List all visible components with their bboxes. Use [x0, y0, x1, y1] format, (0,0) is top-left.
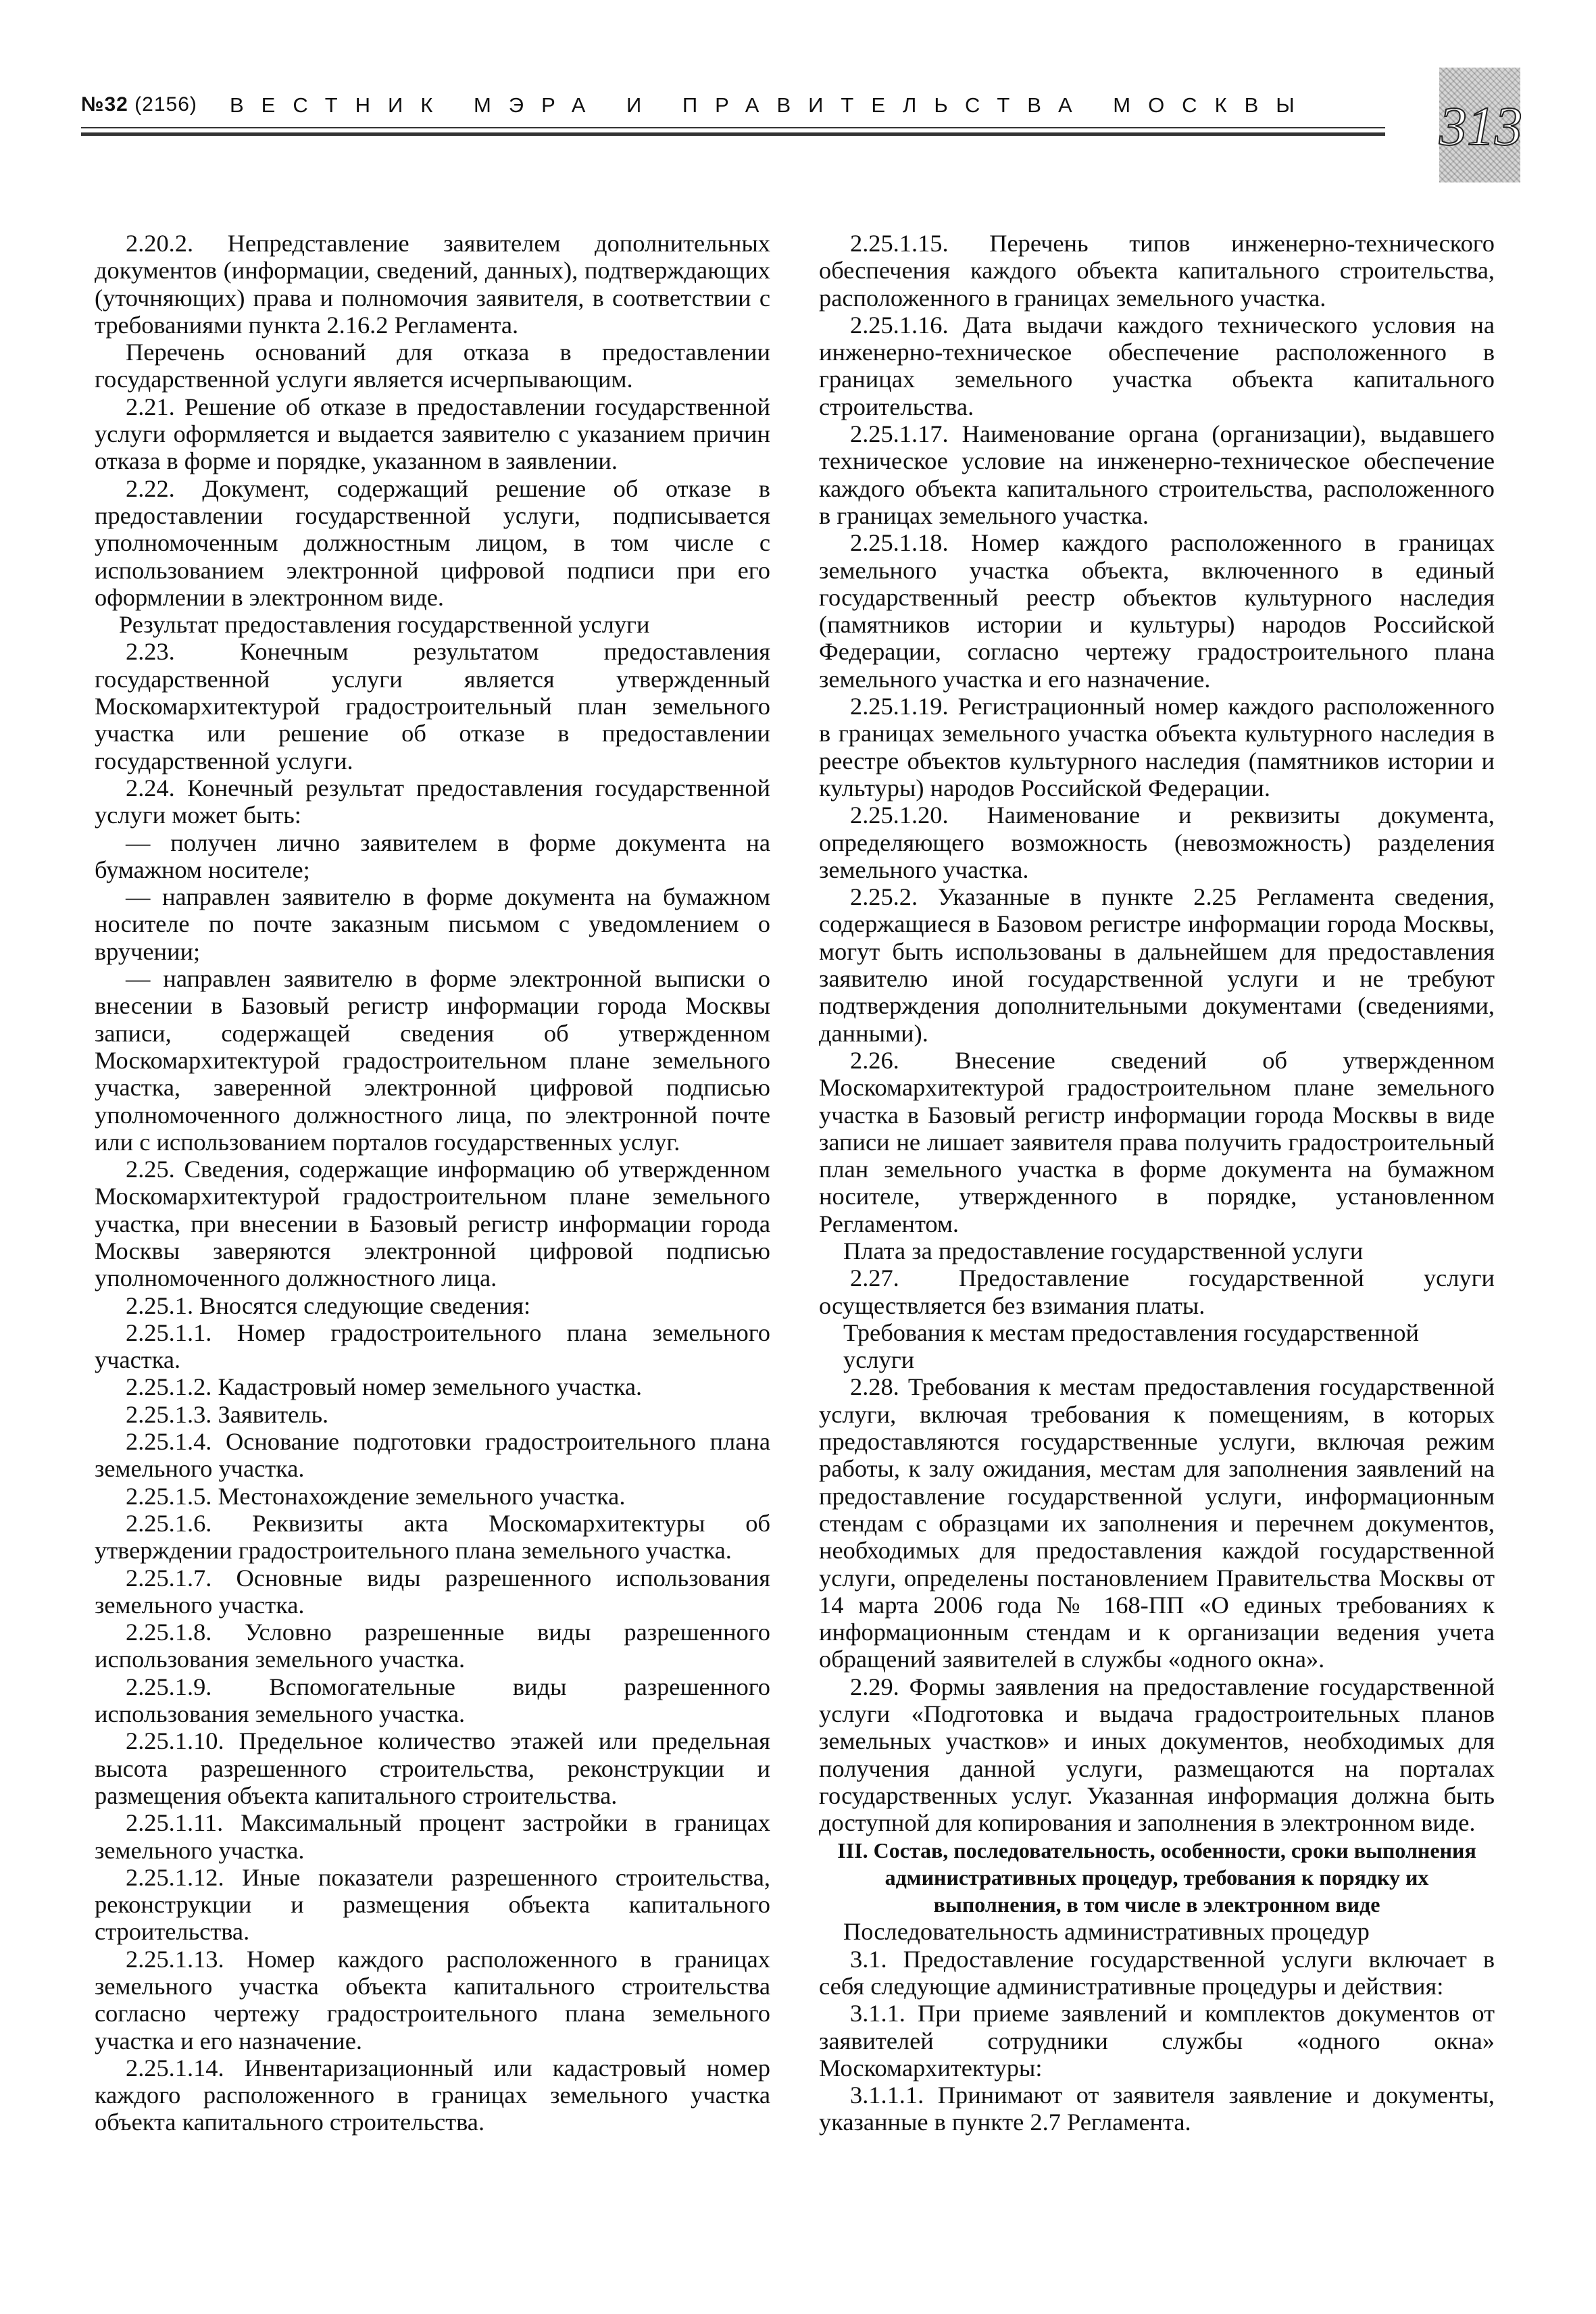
issue-label — [81, 93, 197, 116]
paragraph: 2.22. Документ, содержащий решение об отказе в предоставлении государственной услуги, подписывается уполномоченным должностным лицом, в том числе с использованием электронной цифровой подписи при его оформлении в электронном виде. — [95, 474, 770, 611]
paragraph: — направлен заявителю в форме документа на бумажном носителе по почте заказным письмом с уведомлением о вручении; — [95, 883, 770, 965]
paragraph: 2.25. Сведения, содержащие информацию об утвержденном Москомархитектурой градостроительном плане земельного участка, при внесении в Базовый регистр информации города Москвы заверяются электронной цифровой подписью уполномоченного должностного лица. — [95, 1156, 770, 1292]
journal-title: ВЕСТНИК МЭРА И ПРАВИТЕЛЬСТВА МОСКВЫ — [230, 93, 1312, 117]
paragraph: 2.25.1.19. Регистрационный номер каждого расположенного в границах земельного участка объекта культурного наследия в реестре объектов культурного наследия (памятников истории и культуры) народов Российской Федерации. — [819, 693, 1495, 802]
page-number: 313 — [1439, 95, 1522, 157]
subheading: Результат предоставления государственной услуги — [119, 611, 650, 639]
paragraph: 2.28. Требования к местам предоставления государственной услуги, включая требования к помещениям, в которых предоставляются государственные услуги, включая режим работы, к залу ожидания, местам для заполнения заявлений на предоставление государственной услуги, информационным стендам с образцами их заполнения и перечнем документов, необходимых для предоставления каждой государственной услуги, определены постановлением Правительства Москвы от 14 марта 2006 года № 168-ПП «О единых требованиях к информационным стендам и к организации ведения учета обращений заявителей в службы «одного окна». — [819, 1373, 1495, 1673]
paragraph: 2.25.1.1. Номер градостроительного плана земельного участка. — [95, 1319, 770, 1374]
paragraph: 2.25.1.9. Вспомогательные виды разрешенного использования земельного участка. — [95, 1673, 770, 1728]
paragraph: 2.25.1.5. Местонахождение земельного участка. — [126, 1482, 626, 1510]
paragraph: 2.25.1.4. Основание подготовки градостроительного плана земельного участка. — [95, 1428, 770, 1483]
paragraph: 2.25.1.17. Наименование органа (организации), выдавшего техническое условие на инженерно-техническое обеспечение каждого объекта капитального строительства, расположенного в границах земельного участка. — [819, 420, 1495, 529]
paragraph: 2.25.1.8. Условно разрешенные виды разрешенного использования земельного участка. — [95, 1619, 770, 1673]
paragraph: 3.1.1. При приеме заявлений и комплектов документов от заявителей сотрудники службы «одного окна» Москомархитектуры: — [819, 2000, 1495, 2082]
paragraph: 2.25.1.15. Перечень типов инженерно-технического обеспечения каждого объекта капитального строительства, расположенного в границах земельного участка. — [819, 230, 1495, 312]
paragraph: 3.1. Предоставление государственной услуги включает в себя следующие административные процедуры и действия: — [819, 1945, 1495, 2000]
right-column — [819, 230, 1495, 2136]
paragraph: 2.25.1.6. Реквизиты акта Москомархитектуры об утверждении градостроительного плана земельного участка. — [95, 1509, 770, 1565]
header-rule-thick — [81, 132, 1385, 136]
header-rule-thin — [81, 127, 1385, 128]
left-column — [95, 230, 770, 2136]
paragraph: 2.24. Конечный результат предоставления государственной услуги может быть: — [95, 774, 770, 829]
subheading: Последовательность административных процедур — [843, 1918, 1370, 1946]
paragraph: — получен лично заявителем в форме документа на бумажном носителе; — [95, 829, 770, 883]
paragraph: 2.21. Решение об отказе в предоставлении государственной услуги оформляется и выдается заявителю с указанием причин отказа в форме и порядке, указанном в заявлении. — [95, 393, 770, 475]
paragraph: 2.23. Конечным результатом предоставления государственной услуги является утвержденный Москомархитектурой градостроительный план земельного участка или решение об отказе в предоставлении государственной услуги. — [95, 638, 770, 774]
paragraph: 2.25.1.14. Инвентаризационный или кадастровый номер каждого расположенного в границах земельного участка объекта капитального строительства. — [95, 2054, 770, 2136]
paragraph: 2.25.1.11. Максимальный процент застройки в границах земельного участка. — [95, 1809, 770, 1864]
paragraph: 2.25.1.13. Номер каждого расположенного в границах земельного участка объекта капитального строительства согласно чертежу градостроительного плана земельного участка и его назначение. — [95, 1945, 770, 2054]
paragraph: 2.25.2. Указанные в пункте 2.25 Регламента сведения, содержащиеся в Базовом регистре информации города Москвы, могут быть использованы в дальнейшем для предоставления заявителю иной государственной услуги и не требуют подтверждения дополнительными документами (сведениями, данными). — [819, 883, 1495, 1047]
paragraph: 2.26. Внесение сведений об утвержденном Москомархитектурой градостроительном плане земельного участка в Базовый регистр информации города Москвы в виде записи не лишает заявителя права получить градостроительный план земельного участка в форме документа на бумажном носителе, утвержденного в порядке, установленном Регламентом. — [819, 1046, 1495, 1237]
paragraph: Перечень оснований для отказа в предоставлении государственной услуги является исчерпывающим. — [95, 339, 770, 393]
page-header — [81, 87, 1385, 141]
paragraph: 2.25.1.16. Дата выдачи каждого технического условия на инженерно-техническое обеспечение расположенного в границах земельного участка объекта капитального строительства. — [819, 311, 1495, 420]
paragraph: 2.25.1.10. Предельное количество этажей или предельная высота разрешенного строительства, реконструкции и размещения объекта капитального строительства. — [95, 1727, 770, 1809]
subheading: Требования к местам предоставления государственной услуги — [843, 1319, 1419, 1374]
paragraph: 2.25.1.18. Номер каждого расположенного в границах земельного участка объекта, включенного в единый государственный реестр объектов культурного наследия (памятников истории и культуры) народов Российской Федерации, согласно чертежу градостроительного плана земельного участка и его назначение. — [819, 529, 1495, 693]
paragraph: 2.29. Формы заявления на предоставление государственной услуги «Подготовка и выдача градостроительных планов земельных участков» и иных документов, необходимых для получения данной услуги, размещаются на порталах государственных услуг. Указанная информация должна быть доступной для копирования и заполнения в электронном виде. — [819, 1673, 1495, 1837]
page-number-box — [1439, 68, 1520, 182]
paragraph: 3.1.1.1. Принимают от заявителя заявление и документы, указанные в пункте 2.7 Регламента. — [819, 2082, 1495, 2136]
subheading: Плата за предоставление государственной услуги — [843, 1237, 1364, 1264]
section-heading: III. Состав, последовательность, особенности, сроки выполнения административных процедур, требования к порядку их выполнения, в том числе в электронном виде — [837, 1838, 1476, 1917]
paragraph: — направлен заявителю в форме электронной выписки о внесении в Базовый регистр информации города Москвы записи, содержащей сведения об утвержденном Москомархитектурой градостроительном плане земельного участка, заверенной электронной цифровой подписью уполномоченного должностного лица, по электронной почте или с использованием порталов государственных услуг. — [95, 965, 770, 1156]
issue-total: (2156) — [134, 93, 197, 116]
paragraph: 2.25.1.2. Кадастровый номер земельного участка. — [126, 1373, 643, 1401]
issue-number: №32 — [81, 93, 128, 116]
paragraph: 2.20.2. Непредставление заявителем дополнительных документов (информации, сведений, данных), подтверждающих (уточняющих) права и полномочия заявителя, в соответствии с требованиями пункта 2.16.2 Регламента. — [95, 230, 770, 339]
paragraph: 2.25.1.12. Иные показатели разрешенного строительства, реконструкции и размещения объекта капитального строительства. — [95, 1863, 770, 1946]
paragraph: 2.25.1.3. Заявитель. — [126, 1400, 329, 1428]
paragraph: 2.25.1.7. Основные виды разрешенного использования земельного участка. — [95, 1564, 770, 1619]
paragraph: 2.27. Предоставление государственной услуги осуществляется без взимания платы. — [819, 1264, 1495, 1319]
paragraph: 2.25.1.20. Наименование и реквизиты документа, определяющего возможность (невозможность) разделения земельного участка. — [819, 802, 1495, 883]
paragraph: 2.25.1. Вносятся следующие сведения: — [126, 1291, 531, 1319]
